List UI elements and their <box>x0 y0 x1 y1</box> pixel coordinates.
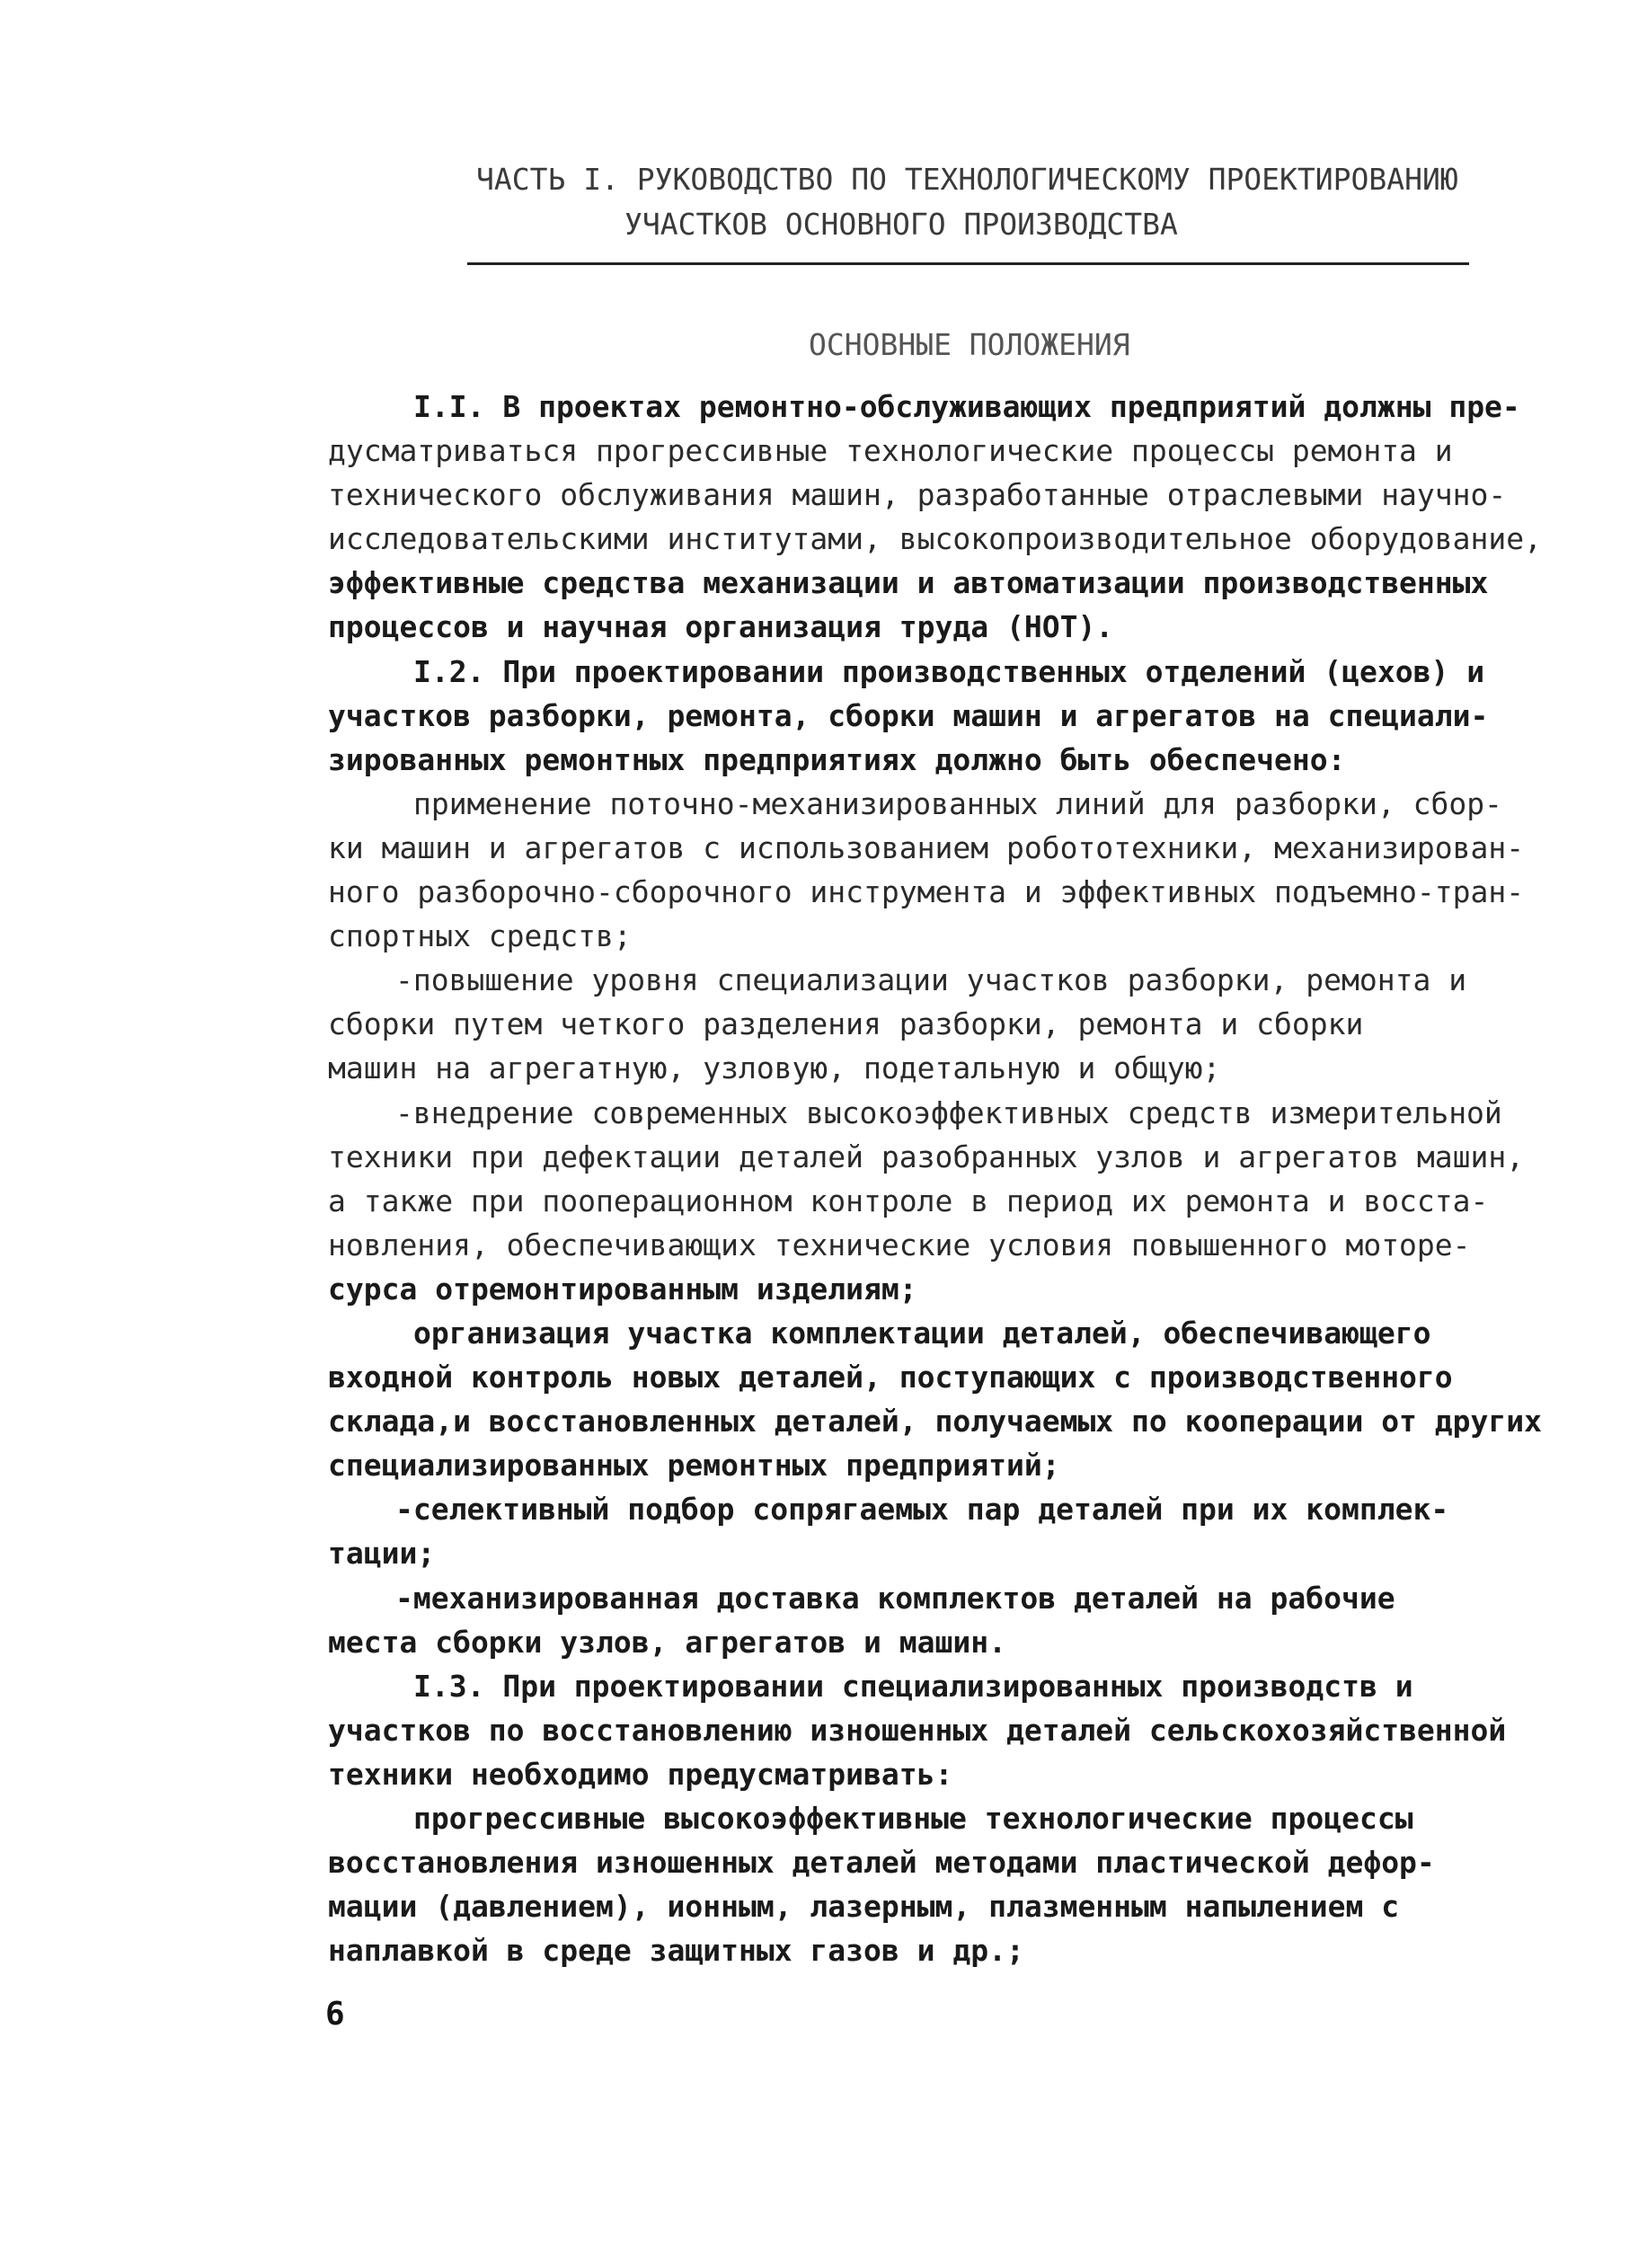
text-line: зированных ремонтных предприятиях должно быть обеспечено: <box>328 741 1346 777</box>
text-line: -внедрение современных высокоэффективных средств измерительной <box>395 1094 1502 1130</box>
page-header <box>467 157 1483 247</box>
text-line: новления, обеспечивающих технические условия повышенного моторе- <box>328 1227 1471 1262</box>
text-line: а также при пооперационном контроле в период их ремонта и восста- <box>328 1183 1489 1218</box>
text-line: ки машин и агрегатов с использованием робототехники, механизирован- <box>328 829 1525 865</box>
header-divider <box>467 262 1469 265</box>
text-line: склада,и восстановленных деталей, получаемых по кооперации от других <box>328 1404 1543 1440</box>
text-line: организация участка комплектации деталей, обеспечивающего <box>413 1315 1431 1351</box>
text-line: эффективные средства механизации и автоматизации производственных <box>328 565 1489 601</box>
section-title: ОСНОВНЫЕ ПОЛОЖЕНИЯ <box>809 327 1130 362</box>
text-line: применение поточно-механизированных линий для разборки, сбор- <box>413 785 1502 821</box>
text-line: участков разборки, ремонта, сборки машин и агрегатов на специали- <box>328 697 1489 733</box>
text-line: участков по восстановлению изношенных деталей сельскохозяйственной <box>328 1712 1507 1748</box>
text-line: техники необходимо предусматривать: <box>328 1756 953 1792</box>
text-line: техники при дефектации деталей разобранных узлов и агрегатов машин, <box>328 1138 1525 1174</box>
text-line: мации (давлением), ионным, лазерным, плазменным напылением с <box>328 1889 1400 1925</box>
text-line: сурса отремонтированным изделиям; <box>328 1271 917 1307</box>
text-line: специализированных ремонтных предприятий; <box>328 1448 1060 1484</box>
header-line-1: ЧАСТЬ I. РУКОВОДСТВО ПО ТЕХНОЛОГИЧЕСКОМУ ПРОЕКТИРОВАНИЮ <box>476 162 1458 197</box>
text-line: дусматриваться прогрессивные технологические процессы ремонта и <box>328 433 1453 469</box>
text-line: тации; <box>328 1536 436 1572</box>
text-line: места сборки узлов, агрегатов и машин. <box>328 1624 1006 1660</box>
text-line: ного разборочно-сборочного инструмента и эффективных подъемно-тран- <box>328 874 1525 910</box>
text-line: машин на агрегатную, узловую, подетальную и общую; <box>328 1050 1221 1086</box>
text-line: -повышение уровня специализации участков разборки, ремонта и <box>395 962 1467 998</box>
text-line: процессов и научная организация труда (НОТ). <box>328 609 1114 645</box>
text-line: I.3. При проектировании специализированных производств и <box>413 1668 1413 1704</box>
text-line: технического обслуживания машин, разработанные отраслевыми научно- <box>328 477 1507 513</box>
text-line: восстановления изношенных деталей методами пластической дефор- <box>328 1845 1435 1881</box>
text-line: спортных средств; <box>328 918 632 954</box>
text-line: -механизированная доставка комплектов деталей на рабочие <box>395 1580 1395 1616</box>
text-line: прогрессивные высокоэффективные технологические процессы <box>413 1801 1413 1836</box>
text-line: сборки путем четкого разделения разборки, ремонта и сборки <box>328 1006 1364 1042</box>
header-line-2: УЧАСТКОВ ОСНОВНОГО ПРОИЗВОДСТВА <box>624 207 1178 242</box>
text-line: I.2. При проектировании производственных отделений (цехов) и <box>413 653 1485 689</box>
body-text <box>328 385 1586 1972</box>
text-line: -селективный подбор сопрягаемых пар деталей при их комплек- <box>395 1492 1449 1528</box>
page-number: 6 <box>325 1996 345 2033</box>
text-line: входной контроль новых деталей, поступающих с производственного <box>328 1360 1453 1395</box>
text-line: наплавкой в среде защитных газов и др.; <box>328 1933 1024 1969</box>
text-line: исследовательскими институтами, высокопроизводительное оборудование, <box>328 521 1543 557</box>
text-line: I.I. В проектах ремонтно-обслуживающих предприятий должны пре- <box>413 389 1520 424</box>
